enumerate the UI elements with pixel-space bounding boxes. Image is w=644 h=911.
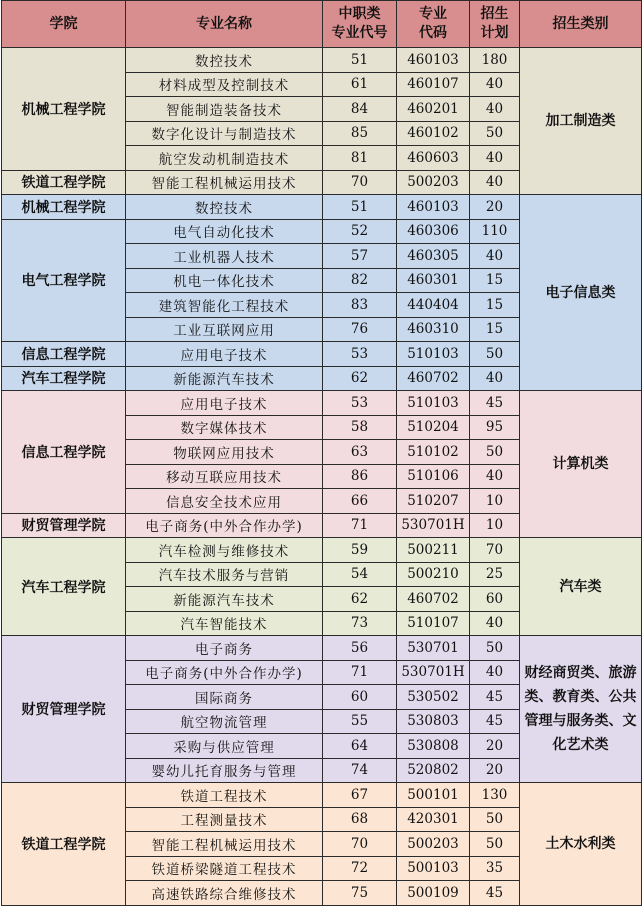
code-cell: 420301 (397, 807, 470, 832)
plan-cell: 110 (470, 219, 520, 244)
major-cell: 电子商务(中外合作办学) (126, 513, 323, 538)
category-cell: 加工制造类 (520, 48, 642, 195)
major-cell: 新能源汽车技术 (126, 587, 323, 612)
code-cell: 460103 (397, 48, 470, 73)
plan-cell: 50 (470, 807, 520, 832)
code-cell: 460310 (397, 317, 470, 342)
table-row (2, 391, 642, 416)
major-cell: 国际商务 (126, 685, 323, 710)
zz-code-cell: 73 (323, 611, 397, 636)
plan-cell: 40 (470, 366, 520, 391)
college-cell: 财贸管理学院 (2, 513, 126, 538)
code-cell: 510106 (397, 464, 470, 489)
header-row (2, 1, 642, 48)
plan-cell: 40 (470, 72, 520, 97)
code-cell: 500203 (397, 170, 470, 195)
header-plan-line1: 招生 (480, 6, 509, 22)
major-cell: 材料成型及控制技术 (126, 72, 323, 97)
plan-cell: 20 (470, 195, 520, 220)
major-cell: 建筑智能化工程技术 (126, 293, 323, 318)
zz-code-cell: 72 (323, 856, 397, 881)
category-cell: 财经商贸类、旅游类、教育类、公共管理与服务类、文化艺术类 (520, 636, 642, 783)
code-cell: 440404 (397, 293, 470, 318)
plan-cell: 60 (470, 587, 520, 612)
zz-code-cell: 62 (323, 366, 397, 391)
zz-code-cell: 74 (323, 758, 397, 783)
plan-cell: 45 (470, 709, 520, 734)
plan-cell: 45 (470, 685, 520, 710)
plan-cell: 50 (470, 832, 520, 857)
enrollment-table (1, 0, 642, 906)
zz-code-cell: 60 (323, 685, 397, 710)
college-cell: 信息工程学院 (2, 342, 126, 367)
code-cell: 530502 (397, 685, 470, 710)
major-cell: 智能制造装备技术 (126, 97, 323, 122)
category-cell: 计算机类 (520, 391, 642, 538)
table-row (2, 48, 642, 73)
major-cell: 汽车检测与维修技术 (126, 538, 323, 563)
plan-cell: 50 (470, 342, 520, 367)
code-cell: 530701 (397, 636, 470, 661)
code-cell: 510103 (397, 342, 470, 367)
major-cell: 电气自动化技术 (126, 219, 323, 244)
major-cell: 新能源汽车技术 (126, 366, 323, 391)
category-cell: 汽车类 (520, 538, 642, 636)
college-cell: 汽车工程学院 (2, 538, 126, 636)
code-cell: 510204 (397, 415, 470, 440)
plan-cell: 15 (470, 293, 520, 318)
code-cell: 500210 (397, 562, 470, 587)
major-cell: 铁道工程技术 (126, 783, 323, 808)
code-cell: 460305 (397, 244, 470, 269)
code-cell: 500101 (397, 783, 470, 808)
plan-cell: 15 (470, 317, 520, 342)
plan-cell: 45 (470, 881, 520, 906)
major-cell: 高速铁路综合维修技术 (126, 881, 323, 906)
zz-code-cell: 55 (323, 709, 397, 734)
header-zz-code (323, 1, 397, 48)
header-major: 专业名称 (126, 1, 323, 48)
table-row (2, 636, 642, 661)
zz-code-cell: 70 (323, 832, 397, 857)
code-cell: 460301 (397, 268, 470, 293)
major-cell: 汽车技术服务与营销 (126, 562, 323, 587)
zz-code-cell: 83 (323, 293, 397, 318)
code-cell: 530808 (397, 734, 470, 759)
plan-cell: 40 (470, 244, 520, 269)
plan-cell: 180 (470, 48, 520, 73)
header-category: 招生类别 (520, 1, 642, 48)
plan-cell: 10 (470, 513, 520, 538)
category-cell: 电子信息类 (520, 195, 642, 391)
college-cell: 铁道工程学院 (2, 170, 126, 195)
zz-code-cell: 61 (323, 72, 397, 97)
zz-code-cell: 51 (323, 48, 397, 73)
major-cell: 采购与供应管理 (126, 734, 323, 759)
zz-code-cell: 58 (323, 415, 397, 440)
category-cell: 土木水利类 (520, 783, 642, 906)
major-cell: 数控技术 (126, 195, 323, 220)
major-cell: 应用电子技术 (126, 391, 323, 416)
plan-cell: 25 (470, 562, 520, 587)
zz-code-cell: 64 (323, 734, 397, 759)
zz-code-cell: 86 (323, 464, 397, 489)
major-cell: 信息安全技术应用 (126, 489, 323, 514)
college-cell: 铁道工程学院 (2, 783, 126, 906)
plan-cell: 15 (470, 268, 520, 293)
major-cell: 工业互联网应用 (126, 317, 323, 342)
code-cell: 520802 (397, 758, 470, 783)
code-cell: 510102 (397, 440, 470, 465)
college-cell: 机械工程学院 (2, 195, 126, 220)
college-cell: 机械工程学院 (2, 48, 126, 171)
code-cell: 460702 (397, 587, 470, 612)
major-cell: 智能工程机械运用技术 (126, 832, 323, 857)
header-code (397, 1, 470, 48)
major-cell: 电子商务(中外合作办学) (126, 660, 323, 685)
zz-code-cell: 67 (323, 783, 397, 808)
plan-cell: 40 (470, 146, 520, 171)
major-cell: 数控技术 (126, 48, 323, 73)
plan-cell: 40 (470, 97, 520, 122)
code-cell: 500103 (397, 856, 470, 881)
code-cell: 500109 (397, 881, 470, 906)
zz-code-cell: 76 (323, 317, 397, 342)
code-cell: 460102 (397, 121, 470, 146)
zz-code-cell: 52 (323, 219, 397, 244)
header-plan (470, 1, 520, 48)
major-cell: 婴幼儿托育服务与管理 (126, 758, 323, 783)
header-zz-code-line1: 中职类 (338, 6, 381, 22)
college-cell: 电气工程学院 (2, 219, 126, 342)
zz-code-cell: 85 (323, 121, 397, 146)
major-cell: 物联网应用技术 (126, 440, 323, 465)
plan-cell: 130 (470, 783, 520, 808)
plan-cell: 10 (470, 489, 520, 514)
code-cell: 500211 (397, 538, 470, 563)
zz-code-cell: 62 (323, 587, 397, 612)
zz-code-cell: 81 (323, 146, 397, 171)
major-cell: 应用电子技术 (126, 342, 323, 367)
major-cell: 汽车智能技术 (126, 611, 323, 636)
college-cell: 财贸管理学院 (2, 636, 126, 783)
header-zz-code-line2: 专业代号 (331, 25, 388, 41)
major-cell: 航空物流管理 (126, 709, 323, 734)
college-cell: 信息工程学院 (2, 391, 126, 514)
major-cell: 工程测量技术 (126, 807, 323, 832)
zz-code-cell: 71 (323, 660, 397, 685)
plan-cell: 40 (470, 464, 520, 489)
plan-cell: 20 (470, 758, 520, 783)
code-cell: 460103 (397, 195, 470, 220)
plan-cell: 40 (470, 611, 520, 636)
code-cell: 500203 (397, 832, 470, 857)
major-cell: 机电一体化技术 (126, 268, 323, 293)
header-code-line1: 专业 (419, 6, 447, 22)
plan-cell: 20 (470, 734, 520, 759)
code-cell: 530701H (397, 513, 470, 538)
zz-code-cell: 82 (323, 268, 397, 293)
zz-code-cell: 68 (323, 807, 397, 832)
zz-code-cell: 53 (323, 342, 397, 367)
plan-cell: 35 (470, 856, 520, 881)
plan-cell: 95 (470, 415, 520, 440)
major-cell: 数字媒体技术 (126, 415, 323, 440)
code-cell: 460702 (397, 366, 470, 391)
major-cell: 移动互联应用技术 (126, 464, 323, 489)
zz-code-cell: 66 (323, 489, 397, 514)
major-cell: 电子商务 (126, 636, 323, 661)
plan-cell: 50 (470, 121, 520, 146)
zz-code-cell: 84 (323, 97, 397, 122)
code-cell: 460603 (397, 146, 470, 171)
zz-code-cell: 53 (323, 391, 397, 416)
zz-code-cell: 63 (323, 440, 397, 465)
zz-code-cell: 57 (323, 244, 397, 269)
college-cell: 汽车工程学院 (2, 366, 126, 391)
major-cell: 航空发动机制造技术 (126, 146, 323, 171)
code-cell: 530701H (397, 660, 470, 685)
plan-cell: 40 (470, 170, 520, 195)
plan-cell: 50 (470, 440, 520, 465)
table-row (2, 783, 642, 808)
header-code-line2: 代码 (419, 25, 447, 41)
major-cell: 数字化设计与制造技术 (126, 121, 323, 146)
header-college: 学院 (2, 1, 126, 48)
major-cell: 工业机器人技术 (126, 244, 323, 269)
zz-code-cell: 71 (323, 513, 397, 538)
zz-code-cell: 54 (323, 562, 397, 587)
table-row (2, 195, 642, 220)
major-cell: 智能工程机械运用技术 (126, 170, 323, 195)
major-cell: 铁道桥梁隧道工程技术 (126, 856, 323, 881)
zz-code-cell: 56 (323, 636, 397, 661)
table-row (2, 538, 642, 563)
plan-cell: 40 (470, 660, 520, 685)
zz-code-cell: 75 (323, 881, 397, 906)
table-body (2, 48, 642, 906)
code-cell: 510207 (397, 489, 470, 514)
code-cell: 530803 (397, 709, 470, 734)
zz-code-cell: 51 (323, 195, 397, 220)
code-cell: 510103 (397, 391, 470, 416)
zz-code-cell: 70 (323, 170, 397, 195)
header-plan-line2: 计划 (480, 25, 509, 41)
plan-cell: 50 (470, 636, 520, 661)
code-cell: 460306 (397, 219, 470, 244)
plan-cell: 45 (470, 391, 520, 416)
plan-cell: 70 (470, 538, 520, 563)
code-cell: 510107 (397, 611, 470, 636)
zz-code-cell: 59 (323, 538, 397, 563)
code-cell: 460107 (397, 72, 470, 97)
code-cell: 460201 (397, 97, 470, 122)
